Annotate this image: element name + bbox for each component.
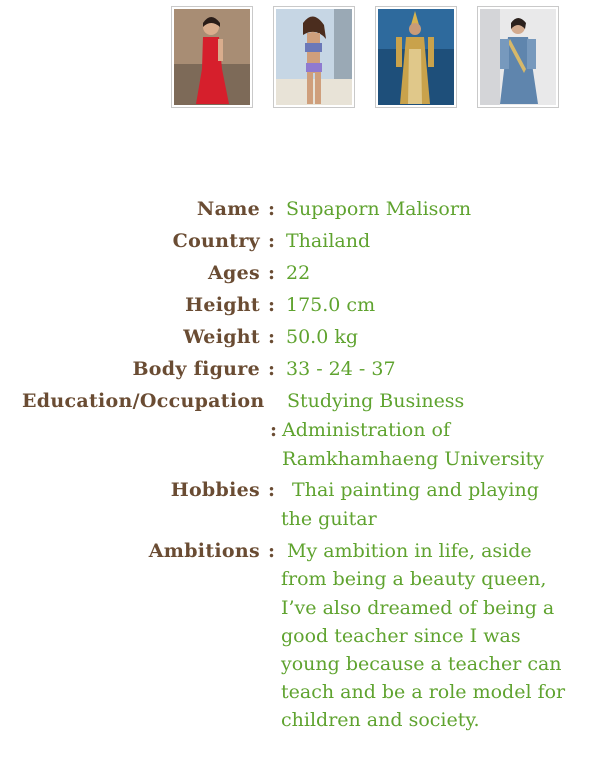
- colon: :: [268, 262, 276, 284]
- colon: :: [268, 479, 276, 501]
- ambitions-line: My ambition in life, aside: [287, 540, 532, 562]
- weight-value: 50.0 kg: [286, 326, 359, 348]
- body-figure-value: 33 - 24 - 37: [286, 358, 396, 380]
- name-value: Supaporn Malisorn: [286, 198, 472, 220]
- photo-blue-gown-image: [480, 9, 556, 105]
- education-value-line-1: Studying Business: [287, 390, 465, 412]
- ambitions-line: teach and be a role model for: [281, 681, 566, 703]
- photo-thai-costume-image: [378, 9, 454, 105]
- colon: :: [268, 358, 276, 380]
- hobbies-value-line-1: Thai painting and playing: [286, 479, 539, 501]
- photo-thai-costume[interactable]: [375, 6, 457, 108]
- country-label: Country: [172, 230, 260, 252]
- colon: :: [268, 198, 276, 220]
- ambitions-line: from being a beauty queen,: [281, 568, 547, 590]
- weight-label: Weight: [183, 326, 260, 348]
- photo-gallery: [171, 6, 559, 108]
- photo-swimsuit[interactable]: [273, 6, 355, 108]
- colon: :: [268, 540, 276, 562]
- photo-red-dress[interactable]: [171, 6, 253, 108]
- ambitions-line: good teacher since I was: [281, 625, 521, 647]
- height-label: Height: [185, 294, 260, 316]
- ages-value: 22: [286, 262, 311, 284]
- photo-red-dress-image: [174, 9, 250, 105]
- colon: :: [268, 326, 276, 348]
- colon: :: [268, 230, 276, 252]
- ambitions-line: young because a teacher can: [281, 653, 562, 675]
- name-label: Name: [196, 198, 260, 220]
- education-value-line-3: Ramkhamhaeng University: [282, 448, 545, 470]
- ages-label: Ages: [207, 262, 260, 284]
- colon: :: [268, 294, 276, 316]
- body-figure-label: Body figure: [132, 358, 260, 380]
- ambitions-label: Ambitions: [148, 540, 260, 562]
- country-value: Thailand: [286, 230, 371, 252]
- height-value: 175.0 cm: [286, 294, 376, 316]
- colon: :: [270, 419, 278, 441]
- hobbies-value-line-2: the guitar: [281, 508, 377, 530]
- education-label: Education/Occupation: [22, 390, 265, 412]
- ambitions-line: I’ve also dreamed of being a: [281, 597, 555, 619]
- education-value-line-2: Administration of: [282, 419, 450, 441]
- photo-blue-gown[interactable]: [477, 6, 559, 108]
- photo-swimsuit-image: [276, 9, 352, 105]
- hobbies-label: Hobbies: [170, 479, 260, 501]
- ambitions-line: children and society.: [281, 709, 480, 731]
